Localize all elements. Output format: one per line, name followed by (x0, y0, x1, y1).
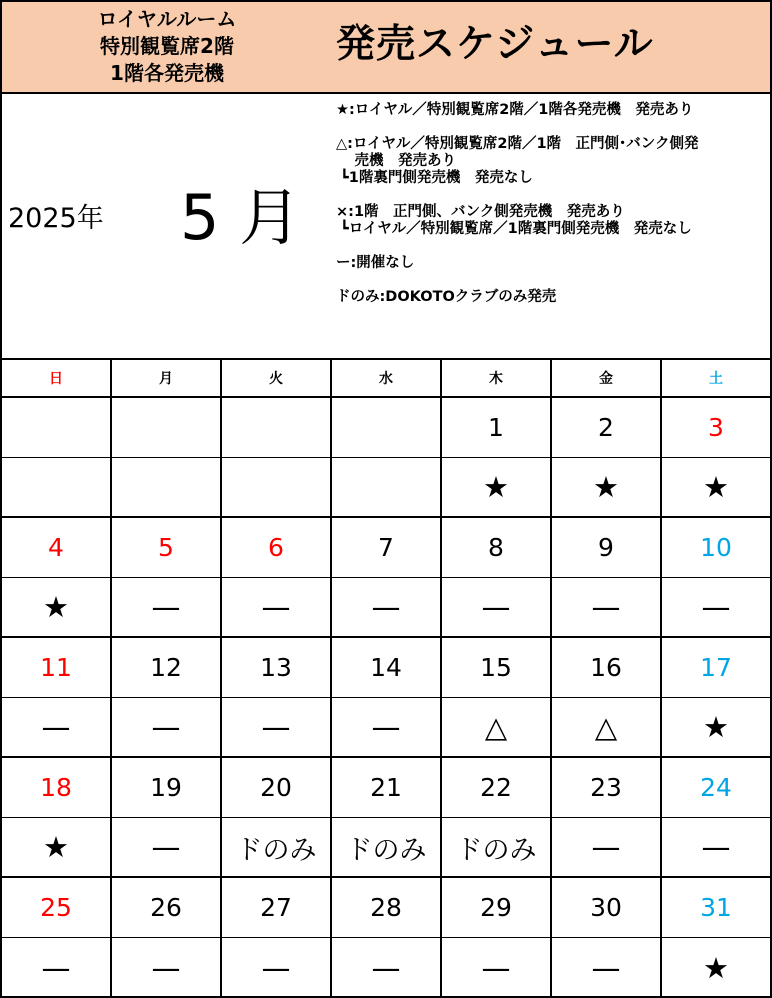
date-cell: 1 (442, 398, 552, 457)
sale-status-cell: — (552, 578, 662, 636)
date-cell: 5 (112, 518, 222, 577)
legend-line: ×:1階 正門側、バンク側発売機 発売あり (336, 204, 625, 220)
sale-status-cell: ★ (442, 458, 552, 516)
date-cell: 28 (332, 878, 442, 937)
legend-line: ┗1階裏門側発売機 発売なし (340, 170, 533, 186)
date-row (2, 398, 770, 458)
date-cell: 13 (222, 638, 332, 697)
sale-status-cell: — (332, 578, 442, 636)
header-band (2, 2, 770, 94)
date-cell: 27 (222, 878, 332, 937)
sale-status-cell: — (112, 818, 222, 876)
date-cell: 2 (552, 398, 662, 457)
date-cell: 10 (700, 533, 732, 562)
date-cell: 30 (552, 878, 662, 937)
sale-status-cell: — (112, 578, 222, 636)
legend-line: ┗ロイヤル／特別観覧席／1階裏門側発売機 発売なし (340, 221, 692, 237)
date-cell (2, 398, 112, 457)
status-row (2, 578, 770, 638)
date-cell: 18 (2, 758, 112, 817)
weekday-header-row (2, 360, 770, 398)
sale-status-cell: △ (442, 698, 552, 756)
legend-line: △:ロイヤル／特別観覧席2階／1階 正門側･バンク側発 (336, 136, 699, 152)
page-title: 発売スケジュール (336, 22, 654, 67)
legend (336, 102, 768, 323)
sale-status-cell: ★ (703, 710, 729, 744)
date-cell: 15 (442, 638, 552, 697)
date-row (2, 758, 770, 818)
status-row (2, 458, 770, 518)
date-cell (112, 398, 222, 457)
sale-status-cell: △ (552, 698, 662, 756)
weekday-header: 土 (709, 371, 723, 387)
sale-status-cell: — (222, 698, 332, 756)
sale-status-cell (112, 458, 222, 516)
date-cell: 12 (112, 638, 222, 697)
sale-status-cell: ★ (703, 951, 729, 985)
date-row (2, 878, 770, 938)
date-cell: 14 (332, 638, 442, 697)
legend-line: ★:ロイヤル／特別観覧席2階／1階各発売機 発売あり (336, 102, 694, 118)
date-cell: 3 (708, 413, 724, 442)
date-cell (222, 398, 332, 457)
weekday-header: 水 (332, 360, 442, 396)
sale-status-cell: ドのみ (222, 818, 332, 876)
sale-status-cell: — (332, 938, 442, 998)
sale-status-cell (2, 458, 112, 516)
sale-status-cell: — (442, 578, 552, 636)
year-label: 2025年 (8, 203, 104, 234)
sale-status-cell: ドのみ (442, 818, 552, 876)
date-cell: 31 (700, 893, 732, 922)
date-cell: 7 (332, 518, 442, 577)
calendar-grid (2, 358, 770, 998)
weekday-header: 日 (2, 360, 112, 396)
status-row (2, 938, 770, 998)
date-cell: 6 (222, 518, 332, 577)
legend-line: ドのみ:DOKOTOクラブのみ発売 (336, 289, 557, 305)
sale-status-cell: ドのみ (332, 818, 442, 876)
sale-status-cell (332, 458, 442, 516)
status-row (2, 698, 770, 758)
sale-status-cell: — (112, 938, 222, 998)
sale-status-cell: — (112, 698, 222, 756)
date-cell: 29 (442, 878, 552, 937)
date-row (2, 518, 770, 578)
legend-line: ー:開催なし (336, 255, 415, 271)
weekday-header: 金 (552, 360, 662, 396)
date-cell: 16 (552, 638, 662, 697)
legend-item (336, 136, 768, 187)
date-cell (332, 398, 442, 457)
sale-status-cell: — (332, 698, 442, 756)
sale-status-cell: — (701, 590, 731, 624)
date-cell: 8 (442, 518, 552, 577)
legend-item (336, 289, 768, 306)
month-label: 5 月 (180, 181, 302, 254)
venue-line: ロイヤルルーム (97, 7, 237, 31)
date-cell: 20 (222, 758, 332, 817)
legend-item (336, 204, 768, 238)
date-cell: 17 (700, 653, 732, 682)
sale-status-cell: — (2, 938, 112, 998)
sale-status-cell: — (222, 578, 332, 636)
sale-status-cell: — (552, 938, 662, 998)
venue-line: 特別観覧席2階 (100, 34, 234, 58)
legend-item (336, 102, 768, 119)
date-cell: 11 (2, 638, 112, 697)
date-cell: 9 (552, 518, 662, 577)
weekday-header: 火 (222, 360, 332, 396)
date-cell: 19 (112, 758, 222, 817)
sale-status-cell: — (442, 938, 552, 998)
status-row (2, 818, 770, 878)
sale-status-cell: — (222, 938, 332, 998)
venue-line: 1階各発売機 (110, 61, 224, 85)
sale-status-cell: ★ (2, 818, 112, 876)
sale-status-cell: — (2, 698, 112, 756)
date-cell: 22 (442, 758, 552, 817)
sale-status-cell: ★ (552, 458, 662, 516)
venue-names (42, 6, 292, 87)
legend-item (336, 255, 768, 272)
sale-status-cell: ★ (703, 470, 729, 504)
date-cell: 21 (332, 758, 442, 817)
date-cell: 24 (700, 773, 732, 802)
date-cell: 26 (112, 878, 222, 937)
date-cell: 4 (2, 518, 112, 577)
weekday-header: 月 (112, 360, 222, 396)
sale-status-cell: — (552, 818, 662, 876)
sale-status-cell: — (701, 830, 731, 864)
legend-line: 売機 発売あり (340, 153, 456, 169)
date-cell: 25 (2, 878, 112, 937)
sale-status-cell (222, 458, 332, 516)
weekday-header: 木 (442, 360, 552, 396)
date-row (2, 638, 770, 698)
date-cell: 23 (552, 758, 662, 817)
calendar-weeks (2, 398, 770, 998)
sale-status-cell: ★ (2, 578, 112, 636)
